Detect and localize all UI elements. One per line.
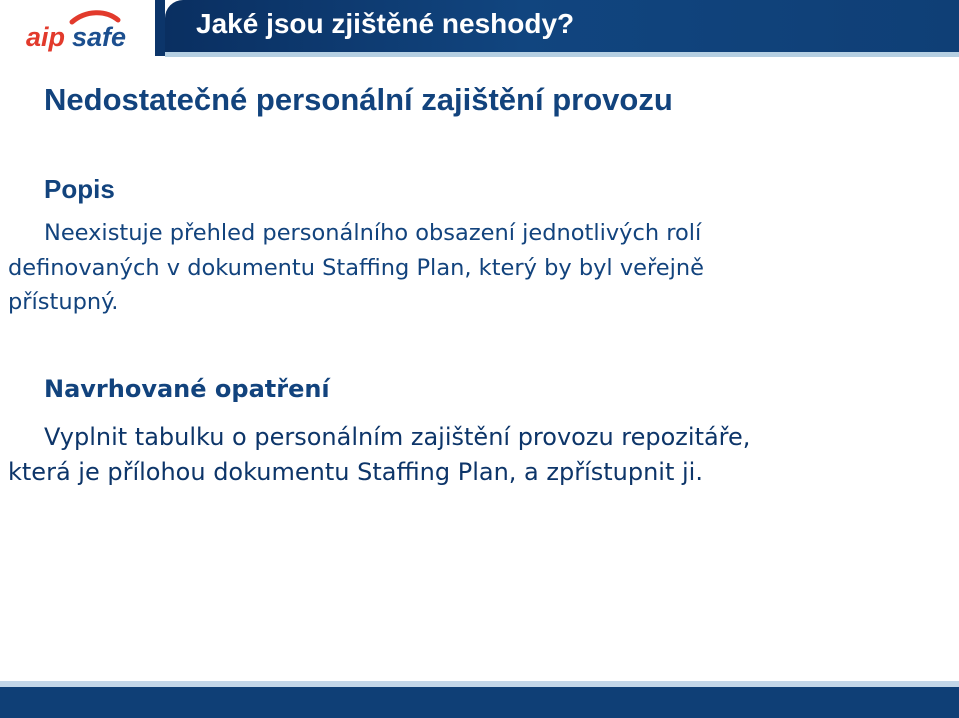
slide-title: Jaké jsou zjištěné neshody? <box>196 8 575 39</box>
proposed-action-text <box>8 420 953 490</box>
proposed-action-line: která je přílohou dokumentu Staffing Plan, a zpřístupnit ji. <box>8 458 703 486</box>
logo-area <box>0 0 155 60</box>
proposed-action-line: Vyplnit tabulku o personálním zajištění provozu repozitáře, <box>44 423 751 451</box>
title-bar-accent <box>155 0 165 56</box>
description-line: přístupný. <box>8 289 119 315</box>
aipsafe-logo <box>14 8 144 54</box>
footer-bar <box>0 687 959 718</box>
svg-text:safe: safe <box>72 22 127 52</box>
section-heading: Nedostatečné personální zajištění provozu <box>44 82 673 117</box>
description-label: Popis <box>44 174 115 204</box>
title-underline <box>165 52 959 57</box>
description-line: Neexistuje přehled personálního obsazení jednotlivých rolí <box>44 220 702 246</box>
proposed-action-label: Navrhované opatření <box>44 375 330 403</box>
svg-text:aip: aip <box>26 22 66 52</box>
description-text <box>8 216 953 320</box>
description-line: definovaných v dokumentu Staffing Plan, který by byl veřejně <box>8 254 704 281</box>
